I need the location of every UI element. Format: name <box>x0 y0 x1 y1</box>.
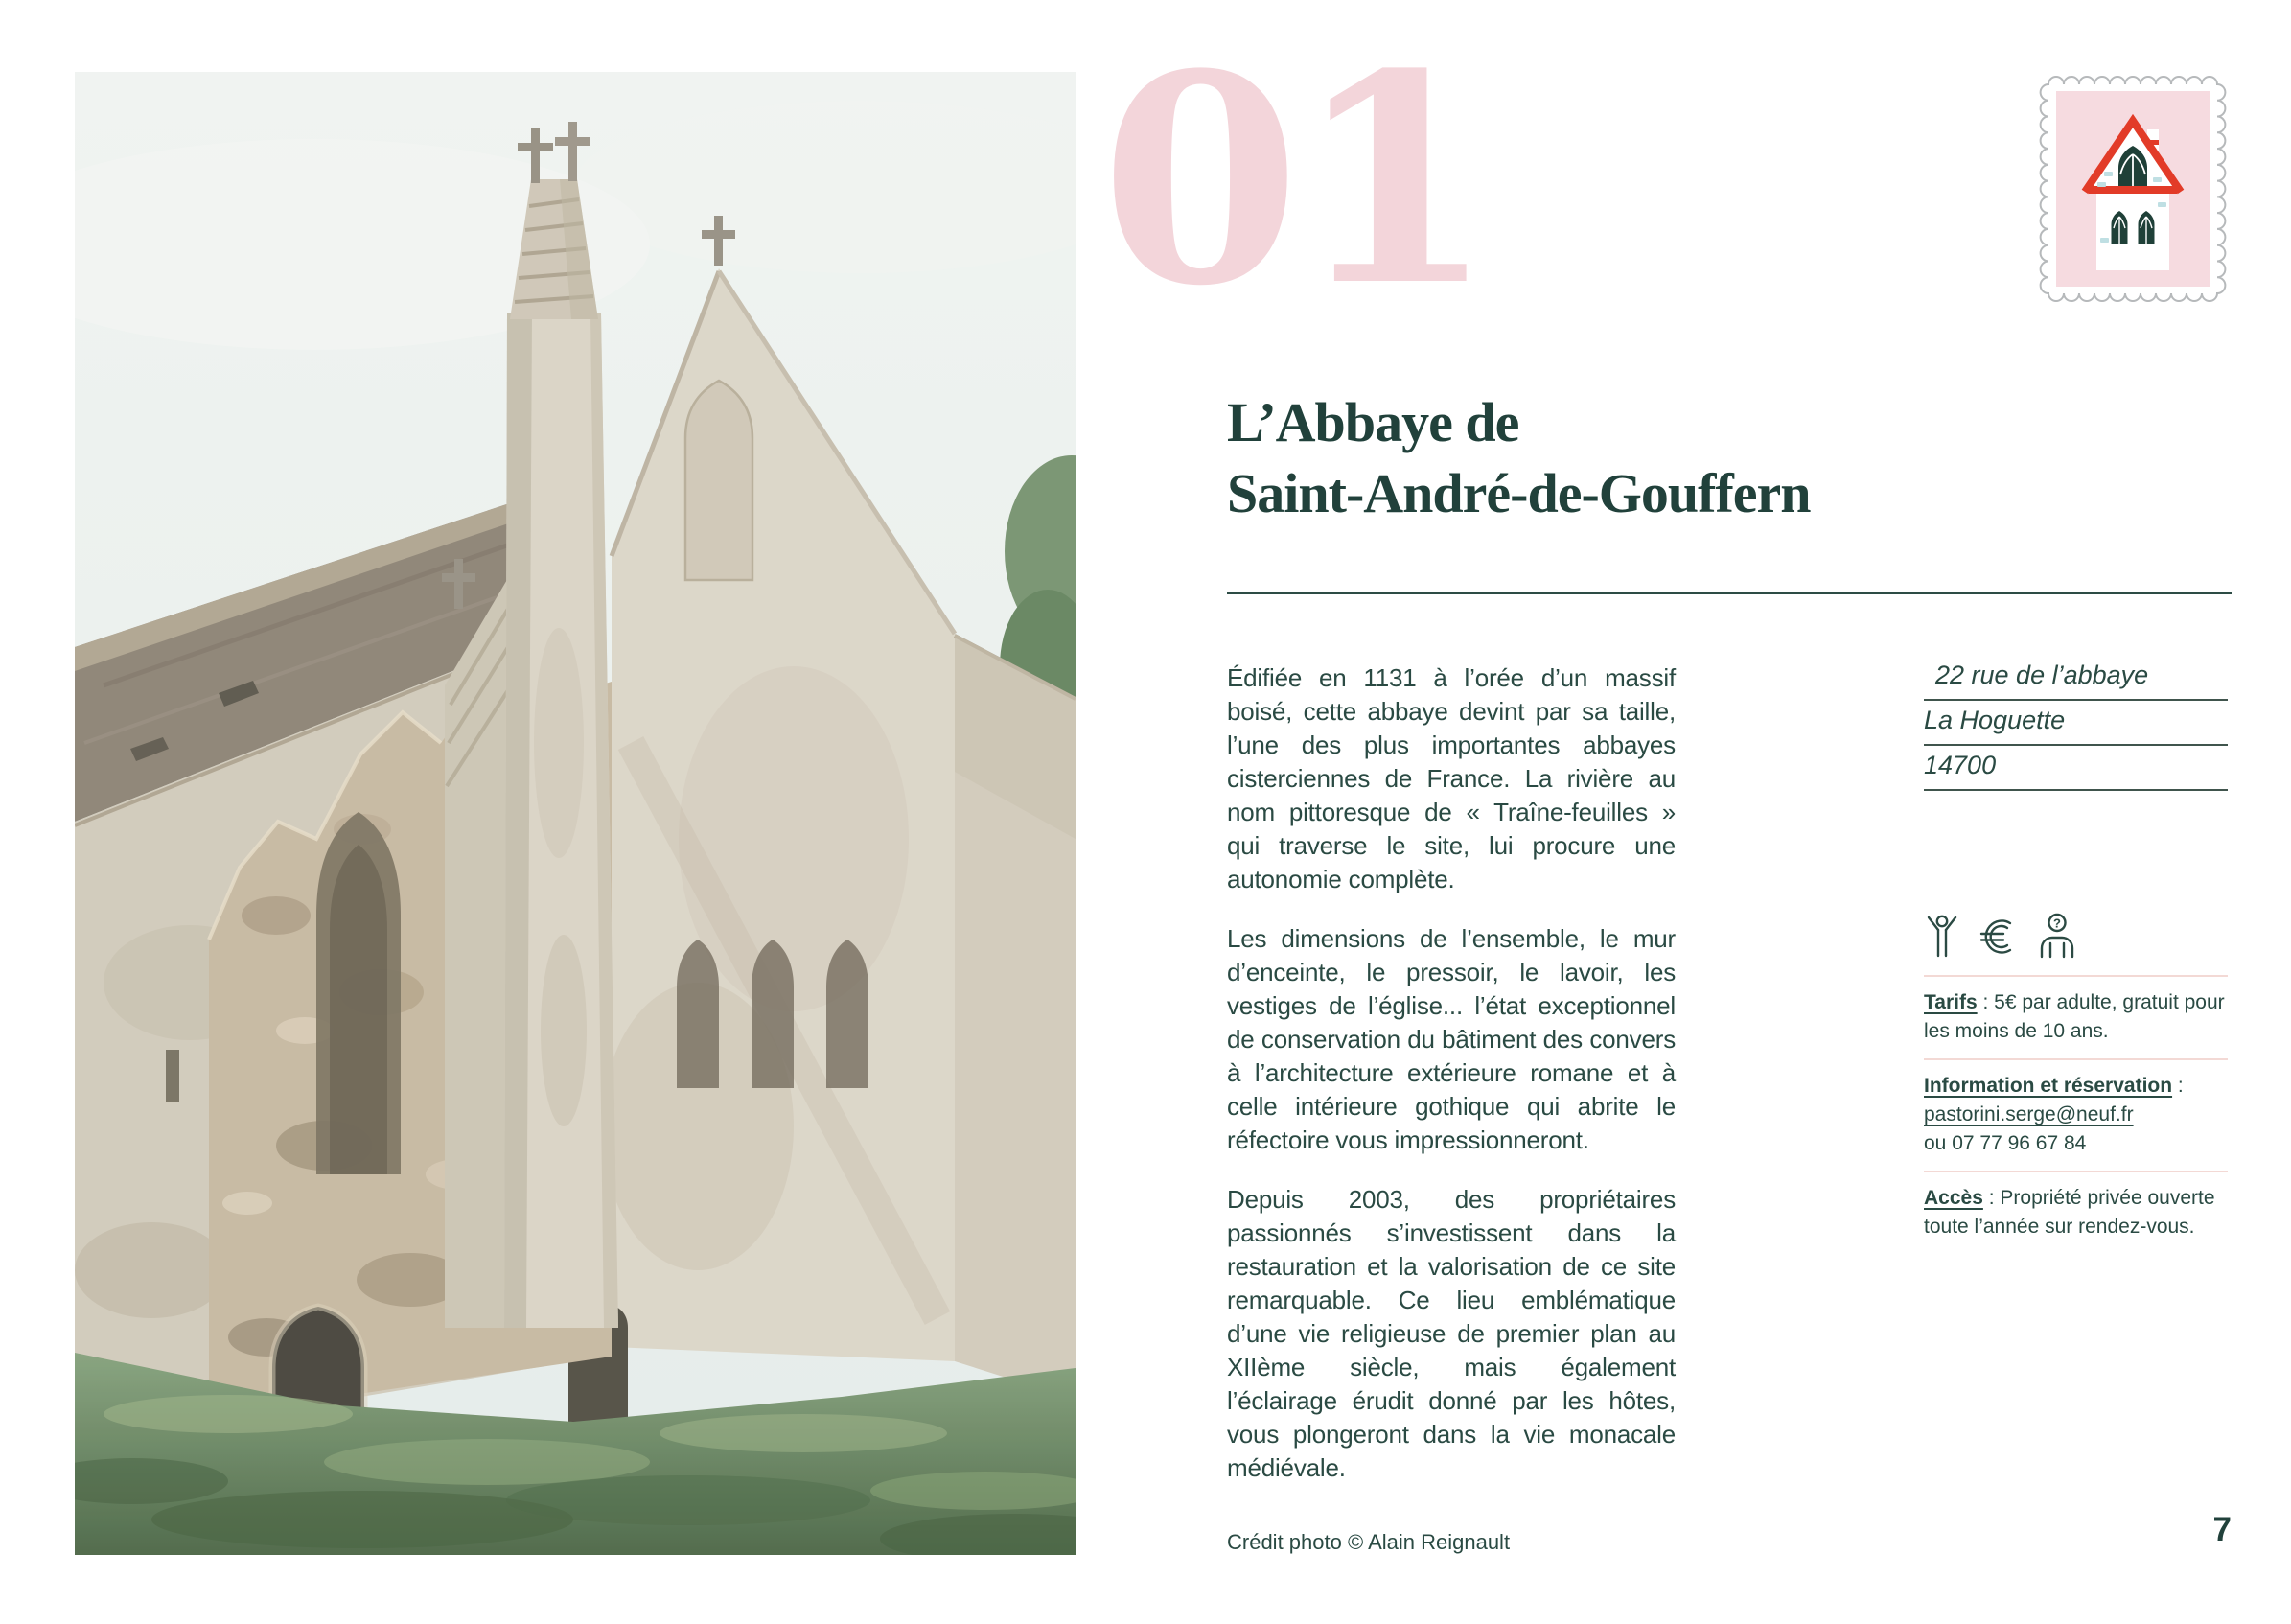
address-block <box>1924 656 2228 791</box>
reservation-colon: : <box>2172 1075 2184 1097</box>
abbey-photo <box>75 72 1076 1555</box>
article-paragraph: Depuis 2003, des propriétaires passionnés s’investissent dans la restauration et la valorisation de ce site remarquable. Ce lieu emblématique d’une vie religieuse de premier plan au XIIème siècle, mais également l’éclairage érudit donné par les hôtes, vous plongeront dans la vie monacale médiévale. <box>1227 1185 1676 1482</box>
pictogram-row <box>1924 913 2077 959</box>
reservation-block <box>1924 1072 2228 1158</box>
abbey-photo-illustration <box>75 72 1076 1555</box>
page-title-line2: Saint-André-de-Gouffern <box>1227 462 1811 524</box>
practical-info <box>1924 975 2228 1254</box>
tarifs-line <box>1924 988 2228 1046</box>
address-city: La Hoguette <box>1924 701 2228 746</box>
article-body <box>1227 661 1676 1511</box>
info-divider <box>1924 1171 2228 1172</box>
email-link[interactable]: pastorini.serge@neuf.fr <box>1924 1103 2134 1125</box>
visitor-icon <box>1924 915 1960 959</box>
article-paragraph: Édifiée en 1131 à l’orée d’un massif boisé, cette abbaye devint par sa taille, l’une des plus importantes abbayes cisterciennes de France. La rivière au nom pittoresque de « Traîne-feuilles » qui traverse le site, lui procure une autonomie complète. <box>1227 663 1676 893</box>
address-postcode: 14700 <box>1924 746 2228 791</box>
page-title-line1: L’Abbaye de <box>1227 391 1519 453</box>
guide-question-icon <box>2037 913 2077 959</box>
photo-credit: Crédit photo © Alain Reignault <box>1227 1530 1511 1554</box>
tarifs-label: Tarifs <box>1924 991 1978 1013</box>
euro-tariff-icon <box>1978 915 2020 959</box>
address-street: 22 rue de l’abbaye <box>1924 656 2228 701</box>
phone-line: ou 07 77 96 67 84 <box>1924 1132 2087 1154</box>
page-number: 7 <box>2212 1511 2232 1548</box>
question-glyph: ? <box>2053 916 2061 931</box>
article-paragraph: Les dimensions de l’ensemble, le mur d’enceinte, le pressoir, le lavoir, les vestiges de l’église... l’état exceptionnel de conservation du bâtiment des convers à l’architecture extérieure romane et à celle intérieure gothique qui abrite le réfectoire vous impressionneront. <box>1227 924 1676 1154</box>
page-title <box>1227 387 2243 529</box>
chapter-index-number: 01 <box>1100 11 1490 349</box>
title-divider <box>1227 592 2232 594</box>
acces-label: Accès <box>1924 1187 1983 1209</box>
tarifs-text: : 5€ par adulte, gratuit pour les moins de 10 ans. <box>1924 991 2225 1042</box>
reservation-label: Information et réservation <box>1924 1075 2173 1097</box>
info-divider <box>1924 1058 2228 1060</box>
abbey-stamp-icon <box>2039 75 2227 303</box>
acces-text: : Propriété privée ouverte toute l’année sur rendez-vous. <box>1924 1187 2215 1238</box>
info-divider <box>1924 975 2228 977</box>
acces-line <box>1924 1184 2228 1241</box>
